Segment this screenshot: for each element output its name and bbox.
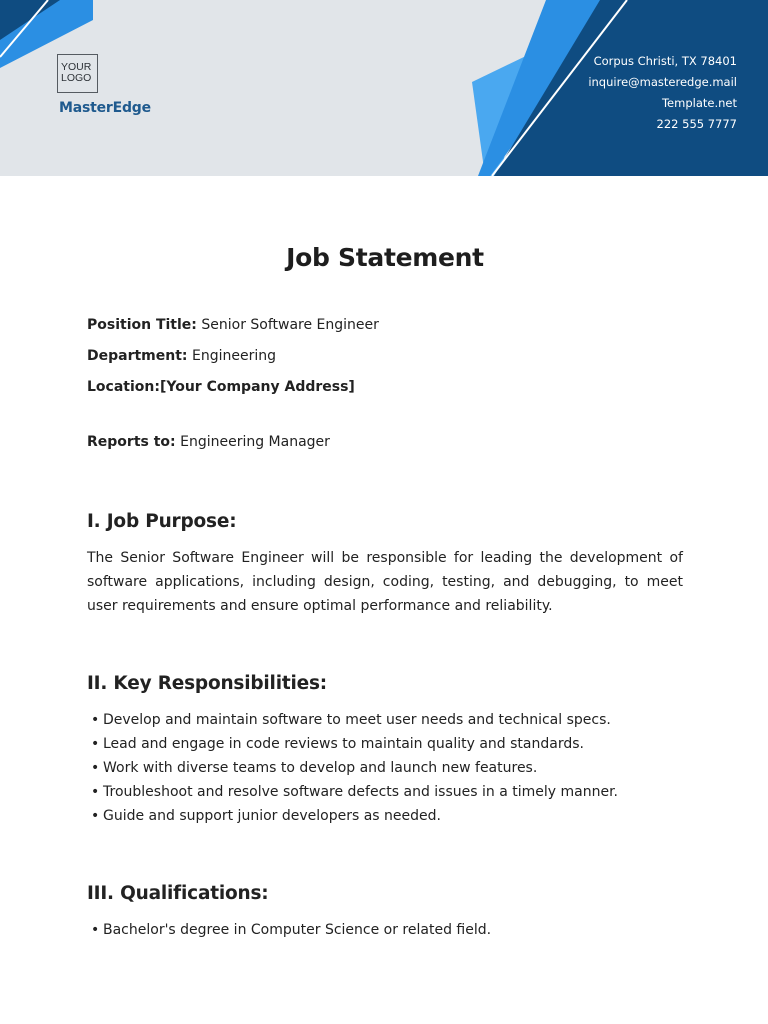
location-field [87, 379, 355, 395]
position-field [87, 317, 379, 333]
department-field [87, 348, 276, 364]
contact-email: inquire@masteredge.mail [588, 75, 737, 89]
qualifications-list [87, 918, 491, 942]
company-name: MasterEdge [59, 100, 151, 116]
contact-website: Template.net [661, 96, 737, 110]
responsibilities-list [87, 708, 618, 828]
list-item-text: Guide and support junior developers as needed. [103, 808, 441, 824]
list-item-text: Troubleshoot and resolve software defects and issues in a timely manner. [103, 784, 618, 800]
list-item-text: Work with diverse teams to develop and launch new features. [103, 760, 538, 776]
job-purpose-text: The Senior Software Engineer will be responsible for leading the development of software applications, including design, coding, testing, and debugging, to meet user requirements and ensure optimal performance and reliability. [87, 550, 683, 614]
list-item-text: Bachelor's degree in Computer Science or related field. [103, 922, 492, 938]
letterhead-header [0, 0, 768, 176]
list-item: • Troubleshoot and resolve software defects and issues in a timely manner. [91, 784, 618, 800]
list-item: • Develop and maintain software to meet user needs and technical specs. [91, 712, 611, 728]
list-item: • Bachelor's degree in Computer Science or related field. [91, 922, 492, 938]
position-value: Senior Software Engineer [201, 317, 379, 333]
department-value: Engineering [191, 348, 276, 364]
list-item: • Work with diverse teams to develop and launch new features. [91, 760, 538, 776]
logo-line-1: YOUR [61, 61, 92, 73]
job-purpose-heading: I. Job Purpose: [87, 511, 237, 532]
list-item-text: Lead and engage in code reviews to maintain quality and standards. [103, 736, 584, 752]
list-item: • Lead and engage in code reviews to maintain quality and standards. [91, 736, 584, 752]
responsibilities-heading: II. Key Responsibilities: [87, 673, 327, 694]
reports-field [87, 434, 330, 450]
reports-value: Engineering Manager [180, 434, 330, 450]
location-label: Location:[Your Company Address] [87, 379, 355, 395]
logo-line-2: LOGO [61, 72, 92, 84]
contact-info [588, 52, 737, 136]
company-logo [57, 54, 98, 93]
reports-label: Reports to: [87, 434, 176, 450]
qualifications-heading: III. Qualifications: [87, 883, 269, 904]
list-item: • Guide and support junior developers as needed. [91, 808, 441, 824]
list-item-text: Develop and maintain software to meet user needs and technical specs. [103, 712, 611, 728]
contact-address: Corpus Christi, TX 78401 [593, 54, 737, 68]
department-label: Department: [87, 348, 188, 364]
contact-phone: 222 555 7777 [656, 117, 737, 131]
position-label: Position Title: [87, 317, 197, 333]
document-title: Job Statement [286, 243, 484, 272]
